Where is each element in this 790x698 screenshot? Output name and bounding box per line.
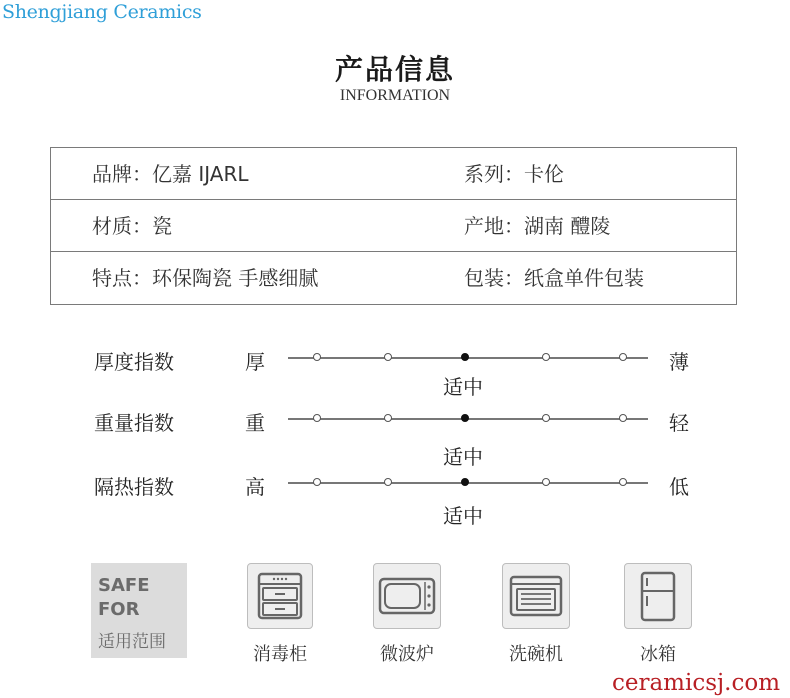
safe-label: SAFE xyxy=(98,575,150,596)
info-row xyxy=(51,200,736,252)
scale-point xyxy=(384,353,392,361)
info-origin: 产地：湖南 醴陵 xyxy=(464,214,611,238)
weight-low-label: 重 xyxy=(245,411,265,435)
scale-point xyxy=(313,414,321,422)
dishwasher-icon xyxy=(502,563,570,629)
scale-point xyxy=(542,478,550,486)
thickness-low-label: 厚 xyxy=(245,350,265,374)
scale-point xyxy=(384,478,392,486)
insulation-high-label: 低 xyxy=(669,475,689,499)
info-series: 系列：卡伦 xyxy=(464,162,564,186)
weight-scale xyxy=(288,418,648,420)
scale-point-selected xyxy=(461,353,469,361)
thickness-high-label: 薄 xyxy=(669,350,689,374)
insulation-scale xyxy=(288,482,648,484)
microwave-icon xyxy=(373,563,441,629)
insulation-index-label: 隔热指数 xyxy=(94,475,174,499)
info-brand: 品牌：亿嘉 IJARL xyxy=(92,162,249,186)
microwave-label: 微波炉 xyxy=(380,644,434,665)
scale-point-selected xyxy=(461,478,469,486)
scale-point xyxy=(619,414,627,422)
weight-middle-label: 适中 xyxy=(443,445,483,469)
scale-point xyxy=(313,478,321,486)
refrigerator-label: 冰箱 xyxy=(640,644,676,665)
info-material: 材质：瓷 xyxy=(92,214,172,238)
info-packaging: 包装：纸盒单件包装 xyxy=(464,266,644,290)
page-title: 产品信息 xyxy=(334,53,455,86)
scale-point xyxy=(542,353,550,361)
disinfection-cabinet-label: 消毒柜 xyxy=(253,644,307,665)
info-row xyxy=(51,148,736,200)
info-table xyxy=(50,147,737,305)
for-label: FOR xyxy=(98,599,140,620)
dishwasher-label: 洗碗机 xyxy=(509,644,563,665)
scale-point xyxy=(542,414,550,422)
weight-high-label: 轻 xyxy=(669,411,689,435)
safe-for-badge xyxy=(91,563,187,658)
insulation-middle-label: 适中 xyxy=(443,504,483,528)
watermark-top: Shengjiang Ceramics xyxy=(2,1,202,23)
scale-point xyxy=(313,353,321,361)
scale-point-selected xyxy=(461,414,469,422)
thickness-middle-label: 适中 xyxy=(443,375,483,399)
usage-scope-label: 适用范围 xyxy=(98,632,166,652)
watermark-bottom: ceramicsj.com xyxy=(611,670,780,696)
info-row xyxy=(51,252,736,304)
info-features: 特点：环保陶瓷 手感细腻 xyxy=(92,266,319,290)
scale-point xyxy=(619,478,627,486)
thickness-scale xyxy=(288,357,648,359)
scale-point xyxy=(384,414,392,422)
insulation-low-label: 高 xyxy=(245,475,265,499)
disinfection-cabinet-icon xyxy=(247,563,313,629)
refrigerator-icon xyxy=(624,563,692,629)
weight-index-label: 重量指数 xyxy=(94,411,174,435)
scale-point xyxy=(619,353,627,361)
thickness-index-label: 厚度指数 xyxy=(94,350,174,374)
page-subtitle: INFORMATION xyxy=(339,87,451,104)
